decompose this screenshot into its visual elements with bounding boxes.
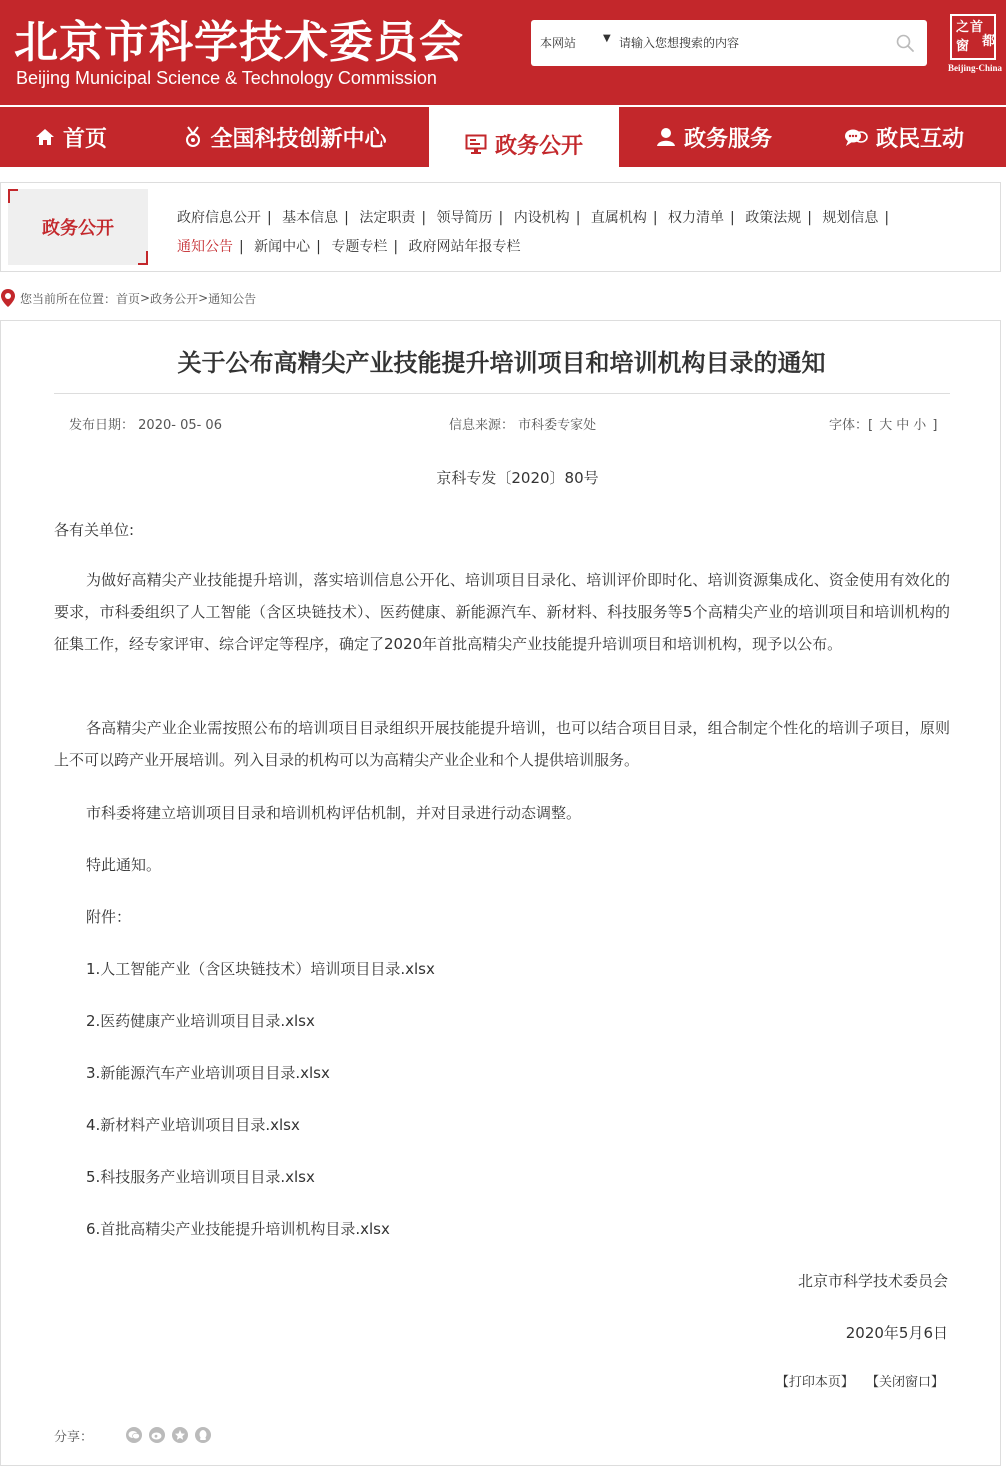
separator: |: [730, 210, 735, 226]
nav-item-label: 全国科技创新中心: [210, 126, 387, 152]
body-line: 市科委将建立培训项目目录和培训机构评估机制，并对目录进行动态调整。: [86, 804, 582, 822]
badge-char: 之: [956, 20, 970, 35]
salutation: 各有关单位:: [54, 521, 135, 539]
attachment-link[interactable]: 6.首批高精尖产业技能提升培训机构目录.xlsx: [86, 1220, 390, 1238]
sub-link-duties[interactable]: 法定职责: [359, 210, 416, 226]
article-title: 关于公布高精尖产业技能提升培训项目和培训机构目录的通知: [177, 349, 826, 377]
attachment-link[interactable]: 1.人工智能产业（含区块链技术）培训项目目录.xlsx: [86, 960, 435, 978]
home-icon: [35, 127, 55, 147]
sub-link-internal-orgs[interactable]: 内设机构: [513, 210, 570, 226]
separator: |: [498, 210, 504, 226]
section-title: 政务公开: [42, 218, 114, 239]
separator: |: [267, 210, 272, 226]
monitor-icon: [465, 134, 487, 154]
signature: 北京市科学技术委员会: [797, 1272, 948, 1290]
search-input[interactable]: [619, 31, 879, 55]
nav-item-home[interactable]: [0, 107, 142, 167]
nav-item-label: 政务服务: [683, 126, 772, 152]
body-paragraph: 为做好高精尖产业技能提升培训，落实培训信息公开化、培训项目目录化、培训评价即时化、培训资源集成化、资金使用有效化的要求，市科委组织了人工智能（含区块链技术）、医药健康、新能源汽车、新材料、科技服务等5个高精尖产业的培训项目和培训机构的征集工作，经专家评审、综合评定等程序，确定了2020年首批高精尖产业技能提升培训项目和培训机构，现予以公布。: [54, 571, 950, 653]
corner-decoration: [138, 251, 148, 265]
sub-link-affiliated-orgs[interactable]: 直属机构: [590, 210, 647, 226]
info-source: [449, 414, 596, 433]
font-size-large[interactable]: 大: [879, 418, 893, 433]
medal-icon: [184, 126, 202, 148]
breadcrumb-home[interactable]: 首页: [116, 291, 141, 306]
site-title-cn[interactable]: 北京市科学技术委员会: [14, 17, 464, 68]
nav-item-innovation-center[interactable]: [142, 107, 429, 167]
sub-link-policies[interactable]: 政策法规: [745, 210, 802, 226]
nav-item-label: 首页: [62, 126, 107, 152]
main-nav: [0, 105, 1006, 167]
separator: |: [239, 239, 244, 255]
share-label: 分享：: [54, 1429, 94, 1445]
article: [0, 320, 1001, 1466]
close-window-link[interactable]: 【关闭窗口】: [865, 1375, 944, 1390]
location-pin-icon: [0, 288, 16, 308]
separator: |: [575, 210, 581, 226]
corner-decoration: [8, 189, 18, 203]
print-page-link[interactable]: 【打印本页】: [775, 1375, 854, 1390]
font-bracket-close: ]: [932, 418, 938, 433]
person-icon: [656, 127, 676, 147]
nav-item-interaction[interactable]: [809, 107, 999, 167]
nav-item-gov-services[interactable]: [619, 107, 809, 167]
sub-nav: [0, 182, 1001, 272]
qzone-star-icon[interactable]: [172, 1427, 188, 1443]
title-divider: [54, 393, 950, 394]
font-size-switcher: [829, 414, 938, 433]
source-value: 市科委专家处: [518, 418, 597, 433]
wechat-icon[interactable]: [126, 1427, 142, 1443]
body-line: 特此通知。: [86, 856, 162, 874]
sub-nav-row: [171, 207, 889, 227]
sub-link-gov-info[interactable]: 政府信息公开: [177, 210, 261, 226]
separator: |: [652, 210, 658, 226]
breadcrumb-separator: >: [140, 291, 151, 305]
separator: |: [344, 210, 349, 226]
publish-date: [69, 414, 222, 433]
font-size-small[interactable]: 小: [913, 418, 927, 433]
chat-icon: [844, 127, 868, 147]
nav-item-label: 政民互动: [875, 126, 964, 152]
breadcrumb-gov-affairs[interactable]: 政务公开: [150, 291, 199, 306]
breadcrumb-notices[interactable]: 通知公告: [208, 291, 257, 306]
nav-item-gov-affairs[interactable]: [429, 105, 619, 183]
separator: |: [807, 210, 812, 226]
attachment-link[interactable]: 4.新材料产业培训项目目录.xlsx: [86, 1116, 300, 1134]
site-header: [0, 0, 1006, 105]
sub-link-special-topics[interactable]: 专题专栏: [331, 239, 388, 255]
breadcrumb-prefix: 您当前所在位置：: [20, 291, 117, 306]
badge-char: 都: [982, 34, 996, 49]
separator: |: [884, 210, 890, 226]
badge-caption: Beijing-China: [948, 63, 1003, 73]
sub-link-notices[interactable]: 通知公告: [177, 239, 233, 255]
separator: |: [393, 239, 399, 255]
sub-nav-row: [171, 236, 527, 256]
dropdown-arrow-icon[interactable]: ▼: [603, 33, 611, 44]
attachment-link[interactable]: 5.科技服务产业培训项目目录.xlsx: [86, 1168, 315, 1186]
capital-window-badge[interactable]: [948, 14, 1003, 74]
breadcrumb: [0, 288, 256, 308]
separator: |: [421, 210, 427, 226]
sub-link-annual-reports[interactable]: 政府网站年报专栏: [408, 239, 521, 255]
nav-item-label: 政务公开: [494, 133, 583, 159]
search-box: [531, 20, 927, 66]
badge-char: 窗: [956, 39, 970, 54]
document-number: 京科专发〔2020〕80号: [436, 469, 599, 487]
sub-link-power-list[interactable]: 权力清单: [668, 210, 725, 226]
search-scope-select[interactable]: 本网站: [540, 36, 577, 50]
date-value: 2020- 05- 06: [138, 418, 222, 433]
page-actions: [768, 1371, 944, 1390]
attachment-link[interactable]: 2.医药健康产业培训项目目录.xlsx: [86, 1012, 315, 1030]
body-paragraph: 各高精尖产业企业需按照公布的培训项目目录组织开展技能提升培训，也可以结合项目目录，组合制定个性化的培训子项目，原则上不可以跨产业开展培训。列入目录的机构可以为高精尖产业企业和个人提供培训服务。: [54, 719, 950, 769]
search-icon[interactable]: [895, 33, 915, 53]
sub-link-news[interactable]: 新闻中心: [254, 239, 311, 255]
separator: |: [316, 239, 321, 255]
attachments-label: 附件：: [86, 908, 132, 926]
sub-link-leaders[interactable]: 领导简历: [436, 210, 493, 226]
badge-char: 首: [970, 20, 984, 35]
sub-link-basic-info[interactable]: 基本信息: [282, 210, 339, 226]
attachment-link[interactable]: 3.新能源汽车产业培训项目目录.xlsx: [86, 1064, 330, 1082]
qq-icon[interactable]: [195, 1427, 211, 1443]
sub-link-planning[interactable]: 规划信息: [822, 210, 879, 226]
font-bracket-open: [: [868, 418, 874, 433]
site-title-en[interactable]: Beijing Municipal Science & Technology Commission: [16, 68, 437, 88]
breadcrumb-separator: >: [198, 291, 209, 305]
date-label: 发布日期：: [69, 418, 135, 433]
section-title-box: [8, 189, 148, 265]
share-bar: [54, 1425, 211, 1445]
font-label: 字体：: [829, 418, 869, 433]
source-label: 信息来源：: [449, 418, 515, 433]
weibo-icon[interactable]: [149, 1427, 165, 1443]
sign-date: 2020年5月6日: [845, 1324, 948, 1342]
font-size-medium[interactable]: 中: [896, 418, 910, 433]
